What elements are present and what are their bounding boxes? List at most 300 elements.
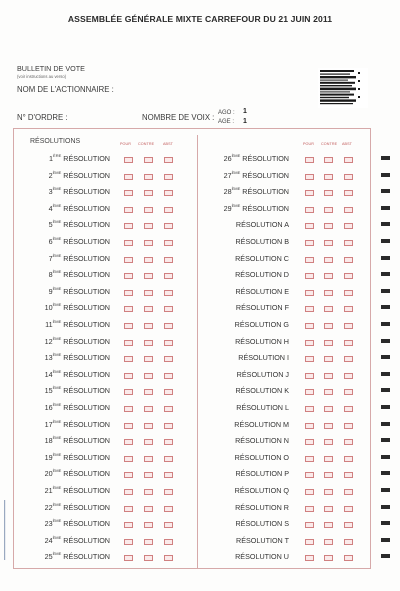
vote-box-contre[interactable] bbox=[324, 489, 333, 495]
shareholder-name-label: NOM DE L'ACTIONNAIRE : bbox=[17, 85, 114, 94]
vote-box-abst[interactable] bbox=[164, 323, 173, 329]
vote-box-contre[interactable] bbox=[144, 190, 153, 196]
vote-box-pour[interactable] bbox=[124, 306, 133, 312]
timing-mark bbox=[381, 305, 390, 309]
vote-box-abst[interactable] bbox=[344, 356, 353, 362]
vote-box-pour[interactable] bbox=[305, 240, 314, 246]
vote-box-contre[interactable] bbox=[324, 306, 333, 312]
barcode-image bbox=[318, 68, 368, 108]
resolution-text: RÉSOLUTION A bbox=[235, 220, 289, 230]
vote-box-pour[interactable] bbox=[305, 223, 314, 229]
vote-box-pour[interactable] bbox=[305, 472, 314, 478]
resolution-ordinal: ÈME bbox=[52, 319, 62, 324]
timing-mark bbox=[381, 173, 390, 177]
resolution-number: 24 bbox=[44, 535, 53, 545]
vote-box-abst[interactable] bbox=[164, 207, 173, 213]
resolution-number: 14 bbox=[44, 369, 53, 379]
vote-box-contre[interactable] bbox=[144, 223, 153, 229]
vote-box-contre[interactable] bbox=[144, 257, 153, 263]
vote-box-contre[interactable] bbox=[324, 539, 333, 545]
vote-box-pour[interactable] bbox=[305, 373, 314, 379]
vote-box-abst[interactable] bbox=[344, 323, 353, 329]
resolution-label bbox=[235, 386, 289, 395]
resolution-label bbox=[45, 420, 110, 429]
timing-mark bbox=[381, 388, 390, 392]
resolution-label bbox=[45, 469, 110, 478]
resolution-text: RÉSOLUTION N bbox=[235, 436, 289, 446]
vote-box-abst[interactable] bbox=[344, 306, 353, 312]
vote-box-pour[interactable] bbox=[305, 539, 314, 545]
vote-box-contre[interactable] bbox=[324, 356, 333, 362]
timing-mark bbox=[381, 554, 390, 558]
vote-box-pour[interactable] bbox=[305, 456, 314, 462]
resolution-row bbox=[189, 218, 289, 234]
vote-box-pour[interactable] bbox=[124, 223, 133, 229]
resolution-row bbox=[189, 517, 289, 533]
vote-box-abst[interactable] bbox=[344, 389, 353, 395]
vote-header-abst-left: ABST bbox=[163, 142, 174, 146]
resolution-ordinal: ÈME bbox=[52, 435, 62, 441]
vote-box-pour[interactable] bbox=[305, 323, 314, 329]
vote-box-abst[interactable] bbox=[344, 373, 353, 379]
timing-mark bbox=[381, 521, 390, 525]
timing-mark bbox=[381, 189, 390, 193]
instructions-note: (voir instructions au verso) bbox=[17, 74, 67, 79]
vote-box-abst[interactable] bbox=[344, 340, 353, 346]
resolution-label bbox=[49, 171, 110, 180]
vote-header-pour-right: POUR bbox=[303, 142, 315, 146]
vote-box-contre[interactable] bbox=[144, 290, 153, 296]
vote-box-contre[interactable] bbox=[144, 157, 153, 163]
vote-box-pour[interactable] bbox=[305, 555, 314, 561]
vote-box-contre[interactable] bbox=[324, 456, 333, 462]
vote-box-pour[interactable] bbox=[124, 373, 133, 379]
resolution-label bbox=[45, 303, 110, 312]
vote-box-contre[interactable] bbox=[144, 389, 153, 395]
resolution-text: RÉSOLUTION bbox=[63, 502, 110, 512]
resolution-row bbox=[10, 451, 110, 467]
resolution-label bbox=[49, 187, 110, 196]
resolution-number: 8 bbox=[48, 270, 53, 280]
vote-box-pour[interactable] bbox=[305, 406, 314, 412]
resolution-number: 21 bbox=[44, 486, 53, 495]
vote-box-contre[interactable] bbox=[144, 356, 153, 362]
vote-box-pour[interactable] bbox=[124, 406, 133, 412]
resolution-label bbox=[49, 287, 110, 296]
timing-mark bbox=[381, 156, 390, 160]
resolution-text: RÉSOLUTION bbox=[63, 486, 110, 495]
vote-box-contre[interactable] bbox=[324, 157, 333, 163]
resolution-number: 16 bbox=[44, 403, 53, 412]
resolution-row bbox=[10, 218, 110, 234]
vote-box-abst[interactable] bbox=[164, 373, 173, 379]
vote-box-abst[interactable] bbox=[344, 506, 353, 512]
vote-box-contre[interactable] bbox=[324, 406, 333, 412]
vote-box-contre[interactable] bbox=[144, 406, 153, 412]
resolution-text: RÉSOLUTION bbox=[63, 436, 110, 446]
vote-box-abst[interactable] bbox=[164, 456, 173, 462]
resolution-text: RÉSOLUTION U bbox=[235, 552, 289, 562]
resolution-text: RÉSOLUTION bbox=[63, 237, 110, 246]
resolution-row bbox=[189, 368, 289, 384]
vote-box-abst[interactable] bbox=[344, 423, 353, 429]
vote-box-pour[interactable] bbox=[124, 340, 133, 346]
resolution-ordinal: ÈME bbox=[52, 269, 62, 275]
resolution-number: 27 bbox=[223, 170, 232, 180]
vote-box-abst[interactable] bbox=[164, 257, 173, 263]
vote-box-abst[interactable] bbox=[164, 273, 173, 279]
vote-box-pour[interactable] bbox=[305, 389, 314, 395]
vote-box-abst[interactable] bbox=[164, 489, 173, 495]
resolution-ordinal: ÈME bbox=[52, 501, 62, 507]
timing-mark bbox=[381, 289, 390, 293]
vote-box-pour[interactable] bbox=[124, 423, 133, 429]
resolution-label bbox=[235, 337, 289, 346]
resolution-text: RÉSOLUTION K bbox=[235, 386, 289, 396]
resolution-number: 12 bbox=[44, 336, 53, 346]
resolution-number: 22 bbox=[44, 502, 53, 512]
timing-mark bbox=[381, 422, 390, 426]
resolution-row bbox=[189, 235, 289, 251]
resolution-ordinal: ÈRE bbox=[53, 153, 62, 158]
vote-box-abst[interactable] bbox=[344, 456, 353, 462]
vote-box-abst[interactable] bbox=[164, 190, 173, 196]
vote-box-contre[interactable] bbox=[324, 190, 333, 196]
vote-box-contre[interactable] bbox=[144, 273, 153, 279]
vote-header-abst-right: ABST bbox=[342, 142, 353, 146]
vote-box-contre[interactable] bbox=[144, 423, 153, 429]
vote-box-abst[interactable] bbox=[164, 306, 173, 312]
vote-box-contre[interactable] bbox=[324, 522, 333, 528]
vote-box-abst[interactable] bbox=[164, 356, 173, 362]
resolution-number: 4 bbox=[48, 203, 53, 213]
vote-box-pour[interactable] bbox=[124, 273, 133, 279]
vote-box-abst[interactable] bbox=[164, 389, 173, 395]
vote-box-pour[interactable] bbox=[305, 489, 314, 495]
timing-mark bbox=[381, 206, 390, 210]
resolution-text: RÉSOLUTION H bbox=[235, 336, 289, 346]
resolution-text: RÉSOLUTION S bbox=[235, 519, 289, 529]
resolution-row bbox=[189, 501, 289, 517]
vote-box-contre[interactable] bbox=[144, 522, 153, 528]
resolution-label bbox=[45, 386, 110, 395]
vote-box-abst[interactable] bbox=[344, 406, 353, 412]
vote-box-contre[interactable] bbox=[144, 240, 153, 246]
vote-box-pour[interactable] bbox=[305, 340, 314, 346]
resolution-label bbox=[235, 519, 289, 528]
vote-box-contre[interactable] bbox=[324, 340, 333, 346]
vote-box-abst[interactable] bbox=[164, 555, 173, 561]
vote-box-abst[interactable] bbox=[344, 207, 353, 213]
resolution-label bbox=[235, 436, 289, 445]
vote-box-abst[interactable] bbox=[344, 539, 353, 545]
vote-box-abst[interactable] bbox=[344, 439, 353, 445]
vote-box-abst[interactable] bbox=[344, 489, 353, 495]
vote-box-pour[interactable] bbox=[305, 522, 314, 528]
resolution-ordinal: ÈME bbox=[52, 302, 62, 308]
resolution-row bbox=[10, 252, 110, 268]
resolution-label bbox=[45, 436, 110, 445]
vote-box-contre[interactable] bbox=[324, 373, 333, 379]
vote-box-abst[interactable] bbox=[344, 273, 353, 279]
vote-box-abst[interactable] bbox=[164, 240, 173, 246]
vote-box-abst[interactable] bbox=[164, 506, 173, 512]
resolution-row bbox=[10, 418, 110, 434]
resolution-row bbox=[10, 351, 110, 367]
vote-box-abst[interactable] bbox=[164, 522, 173, 528]
resolution-row bbox=[189, 434, 289, 450]
vote-box-pour[interactable] bbox=[124, 506, 133, 512]
resolution-number: 18 bbox=[44, 436, 53, 446]
vote-box-pour[interactable] bbox=[305, 157, 314, 163]
resolution-row bbox=[189, 318, 289, 334]
resolution-text: RÉSOLUTION D bbox=[235, 270, 289, 280]
vote-box-contre[interactable] bbox=[144, 539, 153, 545]
resolution-text: RÉSOLUTION bbox=[242, 154, 289, 163]
resolution-row bbox=[189, 351, 289, 367]
resolution-row bbox=[189, 268, 289, 284]
vote-box-pour[interactable] bbox=[305, 190, 314, 196]
resolution-row bbox=[189, 301, 289, 317]
vote-box-abst[interactable] bbox=[164, 340, 173, 346]
vote-box-contre[interactable] bbox=[324, 506, 333, 512]
resolution-row bbox=[10, 235, 110, 251]
resolution-label bbox=[45, 353, 110, 362]
vote-box-contre[interactable] bbox=[144, 207, 153, 213]
resolution-row bbox=[189, 534, 289, 550]
resolution-row bbox=[10, 268, 110, 284]
vote-box-pour[interactable] bbox=[305, 174, 314, 180]
resolution-ordinal: ÈME bbox=[52, 402, 62, 407]
vote-box-contre[interactable] bbox=[324, 290, 333, 296]
resolution-text: RÉSOLUTION L bbox=[236, 403, 289, 412]
timing-mark bbox=[381, 322, 390, 326]
resolution-text: RÉSOLUTION R bbox=[235, 502, 289, 512]
vote-box-abst[interactable] bbox=[344, 257, 353, 263]
vote-box-abst[interactable] bbox=[164, 439, 173, 445]
vote-box-contre[interactable] bbox=[324, 174, 333, 180]
vote-box-pour[interactable] bbox=[305, 207, 314, 213]
vote-box-abst[interactable] bbox=[164, 406, 173, 412]
vote-box-abst[interactable] bbox=[164, 472, 173, 478]
resolution-text: RÉSOLUTION bbox=[63, 203, 110, 213]
resolution-label bbox=[45, 453, 110, 462]
vote-box-abst[interactable] bbox=[344, 555, 353, 561]
resolution-row bbox=[189, 202, 289, 218]
vote-box-pour[interactable] bbox=[305, 423, 314, 429]
vote-box-abst[interactable] bbox=[164, 423, 173, 429]
ago-value: 1 bbox=[243, 108, 247, 115]
vote-box-abst[interactable] bbox=[344, 290, 353, 296]
vote-box-pour[interactable] bbox=[124, 240, 133, 246]
vote-box-pour[interactable] bbox=[124, 522, 133, 528]
resolution-label bbox=[234, 420, 289, 429]
resolution-row bbox=[10, 368, 110, 384]
vote-box-abst[interactable] bbox=[164, 174, 173, 180]
vote-box-pour[interactable] bbox=[124, 157, 133, 163]
vote-box-contre[interactable] bbox=[324, 323, 333, 329]
resolution-text: RÉSOLUTION bbox=[63, 353, 110, 363]
resolution-text: RÉSOLUTION C bbox=[235, 253, 289, 263]
resolution-row bbox=[189, 152, 289, 168]
vote-box-pour[interactable] bbox=[124, 439, 133, 445]
vote-box-abst[interactable] bbox=[164, 539, 173, 545]
votes-count-label: NOMBRE DE VOIX : bbox=[142, 113, 215, 122]
resolution-text: RÉSOLUTION bbox=[242, 203, 289, 213]
resolution-text: RÉSOLUTION bbox=[63, 386, 110, 396]
resolution-label bbox=[45, 337, 110, 346]
timing-mark bbox=[381, 372, 390, 376]
resolution-text: RÉSOLUTION bbox=[63, 336, 110, 346]
resolution-row bbox=[10, 152, 110, 168]
vote-box-pour[interactable] bbox=[305, 439, 314, 445]
resolution-label bbox=[235, 254, 289, 263]
resolution-ordinal: ÈME bbox=[52, 236, 62, 241]
resolution-number: 9 bbox=[48, 286, 53, 296]
printer-imprint-mark bbox=[2, 500, 8, 560]
age-value: 1 bbox=[243, 118, 247, 125]
resolution-row bbox=[189, 401, 289, 417]
vote-box-pour[interactable] bbox=[124, 472, 133, 478]
vote-box-pour[interactable] bbox=[305, 356, 314, 362]
resolution-text: RÉSOLUTION B bbox=[235, 237, 289, 246]
resolution-row bbox=[189, 169, 289, 185]
vote-box-contre[interactable] bbox=[324, 223, 333, 229]
resolution-number: 7 bbox=[48, 253, 53, 263]
resolution-number: 3 bbox=[48, 187, 53, 197]
vote-box-abst[interactable] bbox=[164, 157, 173, 163]
vote-box-abst[interactable] bbox=[344, 223, 353, 229]
resolution-label bbox=[45, 503, 110, 512]
ago-label: AGO : bbox=[218, 110, 235, 116]
vote-box-pour[interactable] bbox=[124, 174, 133, 180]
vote-box-pour[interactable] bbox=[305, 506, 314, 512]
vote-box-pour[interactable] bbox=[124, 207, 133, 213]
vote-box-contre[interactable] bbox=[324, 439, 333, 445]
resolution-row bbox=[10, 202, 110, 218]
vote-box-contre[interactable] bbox=[324, 273, 333, 279]
resolution-text: RÉSOLUTION bbox=[63, 270, 110, 280]
vote-box-abst[interactable] bbox=[344, 472, 353, 478]
vote-box-abst[interactable] bbox=[344, 522, 353, 528]
resolution-label bbox=[236, 220, 289, 229]
resolution-text: RÉSOLUTION I bbox=[238, 353, 289, 363]
resolution-label bbox=[49, 154, 110, 163]
resolution-row bbox=[10, 301, 110, 317]
vote-box-contre[interactable] bbox=[144, 439, 153, 445]
vote-box-pour[interactable] bbox=[124, 323, 133, 329]
vote-box-pour[interactable] bbox=[124, 555, 133, 561]
vote-box-pour[interactable] bbox=[305, 290, 314, 296]
vote-box-pour[interactable] bbox=[124, 539, 133, 545]
vote-box-pour[interactable] bbox=[124, 190, 133, 196]
resolution-number: 26 bbox=[223, 154, 232, 163]
vote-box-contre[interactable] bbox=[144, 489, 153, 495]
vote-box-pour[interactable] bbox=[124, 257, 133, 263]
resolution-row bbox=[189, 418, 289, 434]
vote-box-pour[interactable] bbox=[124, 290, 133, 296]
vote-header-contre-right: CONTRE bbox=[321, 142, 338, 146]
resolution-label bbox=[237, 370, 289, 379]
resolution-text: RÉSOLUTION P bbox=[235, 469, 289, 479]
timing-mark bbox=[381, 222, 390, 226]
vote-box-contre[interactable] bbox=[144, 340, 153, 346]
resolution-text: RÉSOLUTION M bbox=[234, 419, 289, 429]
vote-box-contre[interactable] bbox=[144, 323, 153, 329]
vote-box-contre[interactable] bbox=[144, 174, 153, 180]
vote-box-abst[interactable] bbox=[164, 223, 173, 229]
resolution-row bbox=[189, 484, 289, 500]
vote-box-pour[interactable] bbox=[124, 489, 133, 495]
resolution-label bbox=[235, 287, 289, 296]
resolution-number: 25 bbox=[44, 552, 53, 562]
vote-box-contre[interactable] bbox=[144, 456, 153, 462]
resolution-ordinal: ÈME bbox=[52, 219, 62, 225]
resolution-ordinal: ÈME bbox=[52, 385, 62, 391]
resolution-row bbox=[10, 517, 110, 533]
vote-box-contre[interactable] bbox=[324, 555, 333, 561]
vote-box-contre[interactable] bbox=[324, 257, 333, 263]
vote-box-contre[interactable] bbox=[144, 555, 153, 561]
vote-box-contre[interactable] bbox=[144, 506, 153, 512]
vote-box-contre[interactable] bbox=[144, 306, 153, 312]
vote-box-pour[interactable] bbox=[305, 273, 314, 279]
vote-box-contre[interactable] bbox=[324, 240, 333, 246]
resolution-text: RÉSOLUTION bbox=[63, 452, 110, 462]
vote-box-pour[interactable] bbox=[124, 456, 133, 462]
resolution-number: 20 bbox=[44, 469, 53, 479]
vote-box-contre[interactable] bbox=[324, 207, 333, 213]
resolution-number: 28 bbox=[223, 187, 232, 197]
resolution-ordinal: ÈME bbox=[52, 202, 62, 208]
resolution-text: RÉSOLUTION bbox=[63, 170, 110, 180]
vote-box-abst[interactable] bbox=[164, 290, 173, 296]
vote-box-abst[interactable] bbox=[344, 174, 353, 180]
vote-box-abst[interactable] bbox=[344, 157, 353, 163]
vote-header-pour-left: POUR bbox=[120, 142, 132, 146]
vote-box-abst[interactable] bbox=[344, 190, 353, 196]
resolution-row bbox=[10, 434, 110, 450]
timing-mark bbox=[381, 339, 390, 343]
resolution-label bbox=[235, 552, 289, 561]
resolution-row bbox=[189, 335, 289, 351]
resolution-ordinal: ÈME bbox=[52, 169, 62, 175]
resolution-label bbox=[236, 403, 289, 412]
resolution-text: RÉSOLUTION O bbox=[234, 452, 289, 462]
resolution-text: RÉSOLUTION E bbox=[235, 286, 289, 296]
age-label: AGE : bbox=[218, 119, 235, 125]
vote-box-abst[interactable] bbox=[344, 240, 353, 246]
vote-box-pour[interactable] bbox=[305, 306, 314, 312]
resolution-text: RÉSOLUTION bbox=[63, 403, 110, 412]
vote-box-pour[interactable] bbox=[305, 257, 314, 263]
vote-box-contre[interactable] bbox=[144, 373, 153, 379]
vote-box-contre[interactable] bbox=[324, 472, 333, 478]
resolution-row bbox=[10, 318, 110, 334]
vote-box-contre[interactable] bbox=[324, 389, 333, 395]
timing-mark bbox=[381, 272, 390, 276]
resolution-number: 13 bbox=[44, 353, 53, 363]
vote-box-pour[interactable] bbox=[124, 389, 133, 395]
resolution-label bbox=[49, 237, 110, 246]
timing-mark bbox=[381, 239, 390, 243]
vote-box-contre[interactable] bbox=[144, 472, 153, 478]
resolution-label bbox=[236, 303, 289, 312]
resolution-text: RÉSOLUTION bbox=[63, 519, 110, 529]
vote-box-pour[interactable] bbox=[124, 356, 133, 362]
vote-box-contre[interactable] bbox=[324, 423, 333, 429]
vote-header-contre-left: CONTRE bbox=[138, 142, 155, 146]
